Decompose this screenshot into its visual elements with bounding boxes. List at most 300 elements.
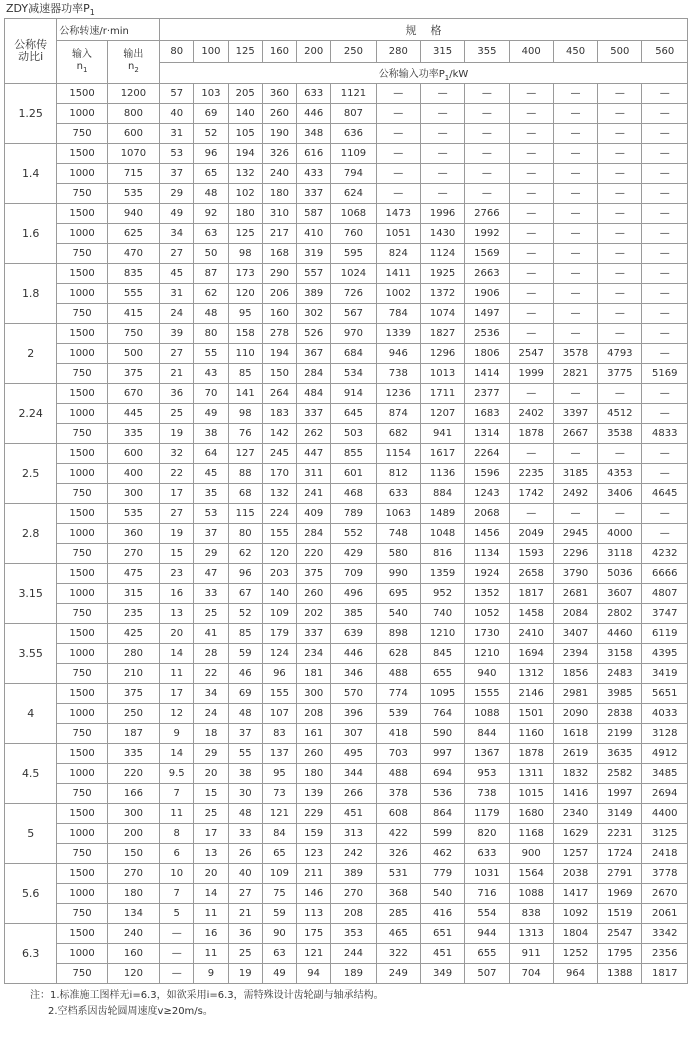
power-cell: 266	[331, 784, 376, 804]
power-cell: 3419	[642, 664, 688, 684]
power-cell: —	[642, 324, 688, 344]
power-cell: 27	[160, 504, 194, 524]
power-cell: 1136	[420, 464, 464, 484]
power-cell: 1806	[465, 344, 509, 364]
power-cell: 47	[194, 564, 228, 584]
ratio-cell: 2.24	[5, 384, 57, 444]
power-cell: —	[376, 104, 420, 124]
power-cell: 38	[194, 424, 228, 444]
power-cell: 284	[297, 364, 331, 384]
power-cell: —	[598, 504, 642, 524]
power-cell: —	[376, 144, 420, 164]
input-speed-cell: 1500	[57, 864, 107, 884]
power-cell: 1160	[509, 724, 553, 744]
table-row	[5, 704, 688, 724]
power-cell: 3985	[598, 684, 642, 704]
power-cell: 507	[465, 964, 509, 984]
power-cell: 107	[262, 704, 296, 724]
power-cell: 62	[194, 284, 228, 304]
power-cell: 123	[297, 844, 331, 864]
power-cell: 1074	[420, 304, 464, 324]
note-2: 2.空档系因齿轮圆周速度v≥20m/s。	[48, 1006, 213, 1017]
table-body	[5, 84, 688, 984]
power-cell: 820	[465, 824, 509, 844]
table-row	[5, 544, 688, 564]
input-speed-cell: 1000	[57, 764, 107, 784]
power-cell: 25	[160, 404, 194, 424]
power-cell: 29	[194, 544, 228, 564]
power-cell: 87	[194, 264, 228, 284]
power-cell: —	[598, 164, 642, 184]
power-cell: 389	[297, 284, 331, 304]
output-speed-cell: 425	[107, 624, 159, 644]
power-cell: 98	[228, 404, 262, 424]
power-cell: 249	[376, 964, 420, 984]
table-row	[5, 624, 688, 644]
power-cell: 385	[331, 604, 376, 624]
power-cell: 142	[262, 424, 296, 444]
power-cell: 1339	[376, 324, 420, 344]
power-cell: 864	[420, 804, 464, 824]
power-cell: 2492	[553, 484, 597, 504]
output-speed-cell: 475	[107, 564, 159, 584]
power-cell: 206	[262, 284, 296, 304]
power-cell: —	[642, 504, 688, 524]
power-cell: 2981	[553, 684, 597, 704]
power-cell: —	[642, 284, 688, 304]
power-cell: —	[598, 264, 642, 284]
power-cell: 37	[228, 724, 262, 744]
power-cell: 1168	[509, 824, 553, 844]
power-cell: 4807	[642, 584, 688, 604]
power-cell: —	[509, 384, 553, 404]
power-cell: 633	[376, 484, 420, 504]
power-cell: 28	[194, 644, 228, 664]
power-cell: 446	[297, 104, 331, 124]
power-cell: 27	[160, 244, 194, 264]
power-cell: 2402	[509, 404, 553, 424]
power-cell: 1015	[509, 784, 553, 804]
power-cell: 554	[465, 904, 509, 924]
power-cell: 1210	[420, 624, 464, 644]
power-cell: 9	[194, 964, 228, 984]
power-cell: 1458	[509, 604, 553, 624]
table-row	[5, 344, 688, 364]
power-cell: 1593	[509, 544, 553, 564]
power-cell: 1827	[420, 324, 464, 344]
power-cell: 24	[194, 704, 228, 724]
table-row	[5, 484, 688, 504]
table-row	[5, 144, 688, 164]
power-cell: 242	[331, 844, 376, 864]
power-cell: 260	[262, 104, 296, 124]
power-cell: —	[642, 124, 688, 144]
power-cell: 1051	[376, 224, 420, 244]
power-cell: 40	[160, 104, 194, 124]
power-cell: 307	[331, 724, 376, 744]
ratio-cell: 2	[5, 324, 57, 384]
table-row	[5, 724, 688, 744]
power-cell: 260	[297, 584, 331, 604]
power-cell: 1388	[598, 964, 642, 984]
power-cell: 636	[331, 124, 376, 144]
power-cell: 76	[228, 424, 262, 444]
power-cell: —	[642, 244, 688, 264]
power-cell: 595	[331, 244, 376, 264]
output-speed-cell: 270	[107, 864, 159, 884]
power-cell: 633	[465, 844, 509, 864]
output-speed-cell: 220	[107, 764, 159, 784]
power-cell: 1024	[331, 264, 376, 284]
output-speed-cell: 750	[107, 324, 159, 344]
power-cell: 140	[228, 104, 262, 124]
power-cell: 1817	[642, 964, 688, 984]
input-speed-cell: 1500	[57, 384, 107, 404]
input-speed-cell: 1500	[57, 504, 107, 524]
power-cell: 633	[297, 84, 331, 104]
power-cell: 1617	[420, 444, 464, 464]
output-speed-cell: 240	[107, 924, 159, 944]
size-cell: 450	[553, 41, 597, 63]
power-cell: 695	[376, 584, 420, 604]
power-cell: 113	[297, 904, 331, 924]
power-cell: 946	[376, 344, 420, 364]
power-cell: 48	[228, 804, 262, 824]
power-cell: 20	[194, 864, 228, 884]
power-cell: 326	[262, 144, 296, 164]
power-cell: 2049	[509, 524, 553, 544]
power-cell: 4395	[642, 644, 688, 664]
power-cell: 34	[194, 684, 228, 704]
power-cell: 616	[297, 144, 331, 164]
power-cell: 49	[194, 404, 228, 424]
power-cell: —	[598, 304, 642, 324]
power-cell: 284	[297, 524, 331, 544]
power-cell: 124	[262, 644, 296, 664]
power-cell: —	[553, 184, 597, 204]
table-row	[5, 84, 688, 104]
input-speed-cell: 750	[57, 544, 107, 564]
power-cell: 422	[376, 824, 420, 844]
power-cell: 48	[228, 704, 262, 724]
power-cell: 2663	[465, 264, 509, 284]
power-cell: 2658	[509, 564, 553, 584]
output-speed-cell: 300	[107, 804, 159, 824]
power-cell: 17	[194, 824, 228, 844]
input-speed-cell: 1000	[57, 584, 107, 604]
power-cell: 220	[297, 544, 331, 564]
power-cell: —	[509, 264, 553, 284]
power-cell: 20	[160, 624, 194, 644]
power-cell: 1804	[553, 924, 597, 944]
power-cell: 158	[228, 324, 262, 344]
power-cell: 48	[194, 304, 228, 324]
input-speed-cell: 750	[57, 724, 107, 744]
power-cell: 45	[194, 464, 228, 484]
power-cell: —	[642, 464, 688, 484]
power-cell: 1501	[509, 704, 553, 724]
power-cell: 410	[297, 224, 331, 244]
power-cell: 1124	[420, 244, 464, 264]
power-cell: —	[598, 84, 642, 104]
power-cell: 15	[160, 544, 194, 564]
power-cell: 1618	[553, 724, 597, 744]
output-speed-cell: 940	[107, 204, 159, 224]
power-cell: 64	[194, 444, 228, 464]
power-cell: 2084	[553, 604, 597, 624]
power-cell: 240	[262, 164, 296, 184]
table-row	[5, 224, 688, 244]
power-cell: 1629	[553, 824, 597, 844]
power-cell: —	[598, 104, 642, 124]
table-row	[5, 164, 688, 184]
power-cell: 1683	[465, 404, 509, 424]
power-cell: 1680	[509, 804, 553, 824]
power-cell: 4353	[598, 464, 642, 484]
power-cell: 2670	[642, 884, 688, 904]
power-cell: 552	[331, 524, 376, 544]
power-cell: 302	[297, 304, 331, 324]
output-speed-cell: 470	[107, 244, 159, 264]
table-row	[5, 584, 688, 604]
power-cell: 2199	[598, 724, 642, 744]
power-cell: 1314	[465, 424, 509, 444]
spec-header: 规 格	[160, 19, 688, 41]
power-cell: 41	[194, 624, 228, 644]
power-cell: —	[642, 264, 688, 284]
table-row	[5, 944, 688, 964]
output-speed-cell: 625	[107, 224, 159, 244]
power-cell: 1417	[553, 884, 597, 904]
power-cell: 465	[376, 924, 420, 944]
power-cell: 346	[331, 664, 376, 684]
size-cell: 500	[598, 41, 642, 63]
power-cell: 540	[420, 884, 464, 904]
power-cell: 96	[262, 664, 296, 684]
power-cell: 14	[160, 744, 194, 764]
power-cell: 139	[297, 784, 331, 804]
output-speed-cell: 375	[107, 364, 159, 384]
table-row	[5, 764, 688, 784]
power-cell: 451	[420, 944, 464, 964]
power-cell: 43	[194, 364, 228, 384]
power-cell: 2146	[509, 684, 553, 704]
power-cell: 62	[228, 544, 262, 564]
power-cell: 784	[376, 304, 420, 324]
power-cell: —	[420, 184, 464, 204]
power-cell: —	[642, 204, 688, 224]
power-cell: 3342	[642, 924, 688, 944]
power-cell: 601	[331, 464, 376, 484]
power-cell: 63	[262, 944, 296, 964]
power-cell: 45	[160, 264, 194, 284]
power-cell: 141	[228, 384, 262, 404]
power-cell: 1002	[376, 284, 420, 304]
power-cell: —	[509, 224, 553, 244]
output-speed-cell: 315	[107, 584, 159, 604]
table-row	[5, 604, 688, 624]
input-speed-cell: 750	[57, 484, 107, 504]
output-speed-cell: 150	[107, 844, 159, 864]
size-cell: 280	[376, 41, 420, 63]
input-speed-cell: 1000	[57, 704, 107, 724]
power-cell: 684	[331, 344, 376, 364]
power-cell: 1063	[376, 504, 420, 524]
power-cell: —	[642, 384, 688, 404]
input-speed-cell: 750	[57, 784, 107, 804]
power-cell: 88	[228, 464, 262, 484]
power-cell: 1795	[598, 944, 642, 964]
power-cell: 1724	[598, 844, 642, 864]
power-cell: 73	[262, 784, 296, 804]
output-speed-cell: 1200	[107, 84, 159, 104]
power-cell: 202	[297, 604, 331, 624]
power-cell: 1312	[509, 664, 553, 684]
power-cell: 49	[160, 204, 194, 224]
power-cell: 32	[160, 444, 194, 464]
power-cell: 337	[297, 404, 331, 424]
input-speed-cell: 1000	[57, 284, 107, 304]
power-cell: 203	[262, 564, 296, 584]
power-cell: 183	[262, 404, 296, 424]
power-cell: 914	[331, 384, 376, 404]
power-cell: —	[509, 164, 553, 184]
table-row	[5, 524, 688, 544]
input-speed-cell: 1500	[57, 144, 107, 164]
table-row	[5, 664, 688, 684]
power-cell: 234	[297, 644, 331, 664]
power-cell: 1359	[420, 564, 464, 584]
table-row	[5, 284, 688, 304]
power-cell: 55	[194, 344, 228, 364]
power-cell: 25	[194, 604, 228, 624]
power-cell: 85	[228, 624, 262, 644]
power-cell: 285	[376, 904, 420, 924]
power-cell: 740	[420, 604, 464, 624]
table-row	[5, 644, 688, 664]
power-cell: —	[509, 184, 553, 204]
power-cell: 488	[376, 664, 420, 684]
power-cell: 580	[376, 544, 420, 564]
power-cell: 137	[262, 744, 296, 764]
power-cell: 884	[420, 484, 464, 504]
power-cell: 96	[228, 564, 262, 584]
power-cell: 7	[160, 884, 194, 904]
power-cell: 27	[228, 884, 262, 904]
power-cell: —	[598, 244, 642, 264]
power-cell: 1456	[465, 524, 509, 544]
power-cell: 344	[331, 764, 376, 784]
power-cell: —	[642, 344, 688, 364]
table-row	[5, 324, 688, 344]
power-cell: 244	[331, 944, 376, 964]
power-cell: 2356	[642, 944, 688, 964]
power-cell: —	[553, 124, 597, 144]
power-cell: 2231	[598, 824, 642, 844]
power-cell: —	[598, 204, 642, 224]
size-cell: 400	[509, 41, 553, 63]
power-cell: 170	[262, 464, 296, 484]
power-cell: 855	[331, 444, 376, 464]
power-cell: 1013	[420, 364, 464, 384]
power-cell: —	[160, 944, 194, 964]
power-cell: 1311	[509, 764, 553, 784]
power-cell: 127	[228, 444, 262, 464]
power-cell: 1179	[465, 804, 509, 824]
power-cell: —	[642, 404, 688, 424]
power-cell: 2090	[553, 704, 597, 724]
power-cell: 1372	[420, 284, 464, 304]
ratio-header: 公称传动比i	[5, 19, 57, 84]
power-cell: 348	[297, 124, 331, 144]
power-cell: 900	[509, 844, 553, 864]
power-cell: 1154	[376, 444, 420, 464]
power-cell: 326	[376, 844, 420, 864]
output-speed-cell: 600	[107, 124, 159, 144]
power-cell: 63	[194, 224, 228, 244]
power-cell: 3128	[642, 724, 688, 744]
ratio-cell: 2.8	[5, 504, 57, 564]
power-cell: 3125	[642, 824, 688, 844]
power-cell: 2619	[553, 744, 597, 764]
power-cell: 1497	[465, 304, 509, 324]
power-cell: 990	[376, 564, 420, 584]
power-cell: 33	[194, 584, 228, 604]
power-cell: 59	[262, 904, 296, 924]
ratio-cell: 4.5	[5, 744, 57, 804]
power-cell: 1856	[553, 664, 597, 684]
power-cell: 35	[194, 484, 228, 504]
power-cell: —	[465, 124, 509, 144]
power-cell: 6119	[642, 624, 688, 644]
power-cell: 2061	[642, 904, 688, 924]
input-speed-cell: 1000	[57, 404, 107, 424]
power-cell: —	[598, 384, 642, 404]
power-cell: 115	[228, 504, 262, 524]
power-cell: 140	[262, 584, 296, 604]
power-cell: 451	[331, 804, 376, 824]
power-cell: —	[553, 264, 597, 284]
power-cell: 5	[160, 904, 194, 924]
table-row	[5, 964, 688, 984]
power-cell: —	[509, 144, 553, 164]
power-cell: 132	[262, 484, 296, 504]
power-cell: 1414	[465, 364, 509, 384]
power-cell: 92	[194, 204, 228, 224]
power-cell: 1996	[420, 204, 464, 224]
power-cell: 13	[194, 844, 228, 864]
power-cell: 120	[262, 544, 296, 564]
power-cell: 322	[376, 944, 420, 964]
power-cell: 25	[194, 804, 228, 824]
power-cell: 3185	[553, 464, 597, 484]
input-speed-cell: 750	[57, 124, 107, 144]
power-cell: 4400	[642, 804, 688, 824]
ratio-cell: 1.4	[5, 144, 57, 204]
ratio-cell: 5	[5, 804, 57, 864]
power-cell: 17	[160, 684, 194, 704]
output-speed-cell: 270	[107, 544, 159, 564]
power-cell: 2547	[598, 924, 642, 944]
power-cell: 389	[331, 864, 376, 884]
output-speed-cell: 715	[107, 164, 159, 184]
power-cell: —	[642, 184, 688, 204]
power-cell: 194	[262, 344, 296, 364]
power-cell: 173	[228, 264, 262, 284]
power-cell: 1999	[509, 364, 553, 384]
power-cell: 175	[297, 924, 331, 944]
power-cell: 1564	[509, 864, 553, 884]
